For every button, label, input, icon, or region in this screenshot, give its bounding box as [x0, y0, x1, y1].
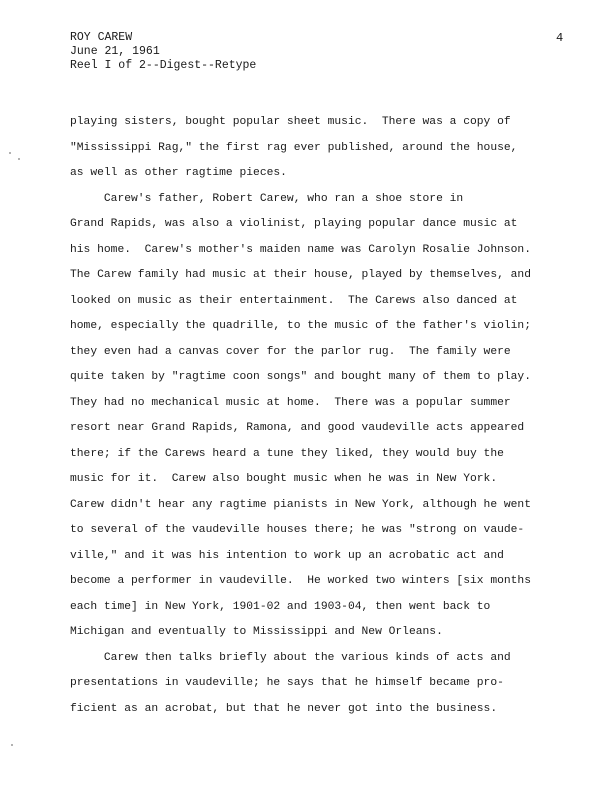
- page-number: 4: [556, 31, 564, 45]
- text-line: there; if the Carews heard a tune they liked, they would buy the: [70, 447, 504, 460]
- scan-speck: [18, 158, 20, 160]
- text-line: they even had a canvas cover for the parlor rug. The family were: [70, 345, 511, 358]
- text-line: Carew then talks briefly about the various kinds of acts and: [70, 651, 511, 664]
- text-line: quite taken by "ragtime coon songs" and bought many of them to play.: [70, 371, 531, 383]
- scan-speck: [9, 152, 11, 154]
- scan-speck: [11, 744, 13, 746]
- text-line: looked on music as their entertainment. The Carews also danced at: [70, 294, 518, 307]
- text-line: ville," and it was his intention to work up an acrobatic act and: [70, 549, 504, 562]
- text-line: become a performer in vaudeville. He worked two winters [six months: [70, 575, 531, 587]
- text-line: Grand Rapids, was also a violinist, playing popular dance music at: [70, 218, 518, 230]
- text-line: Michigan and eventually to Mississippi and New Orleans.: [70, 626, 443, 638]
- text-line: to several of the vaudeville houses there; he was "strong on vaude-: [70, 524, 525, 536]
- text-line: home, especially the quadrille, to the music of the father's violin;: [70, 320, 531, 332]
- text-line: his home. Carew's mother's maiden name was Carolyn Rosalie Johnson.: [70, 243, 531, 256]
- text-line: ficient as an acrobat, but that he never got into the business.: [70, 702, 498, 715]
- text-line: resort near Grand Rapids, Ramona, and good vaudeville acts appeared: [70, 422, 525, 434]
- text-line: music for it. Carew also bought music when he was in New York.: [70, 473, 498, 485]
- text-line: each time] in New York, 1901-02 and 1903-04, then went back to: [70, 600, 491, 613]
- header-name: ROY CAREW: [70, 31, 133, 44]
- text-line: presentations in vaudeville; he says that he himself became pro-: [70, 677, 504, 689]
- body-text: [70, 110, 550, 722]
- text-line: playing sisters, bought popular sheet music. There was a copy of: [70, 116, 511, 128]
- text-line: "Mississippi Rag," the first rag ever published, around the house,: [70, 141, 518, 154]
- text-line: Carew didn't hear any ragtime pianists in New York, although he went: [70, 498, 531, 511]
- header-reel: Reel I of 2--Digest--Retype: [70, 59, 257, 72]
- text-line: They had no mechanical music at home. There was a popular summer: [70, 396, 511, 409]
- header-date: June 21, 1961: [70, 45, 160, 58]
- text-line: Carew's father, Robert Carew, who ran a shoe store in: [70, 192, 464, 205]
- text-line: The Carew family had music at their house, played by themselves, and: [70, 269, 531, 281]
- text-line: as well as other ragtime pieces.: [70, 167, 287, 179]
